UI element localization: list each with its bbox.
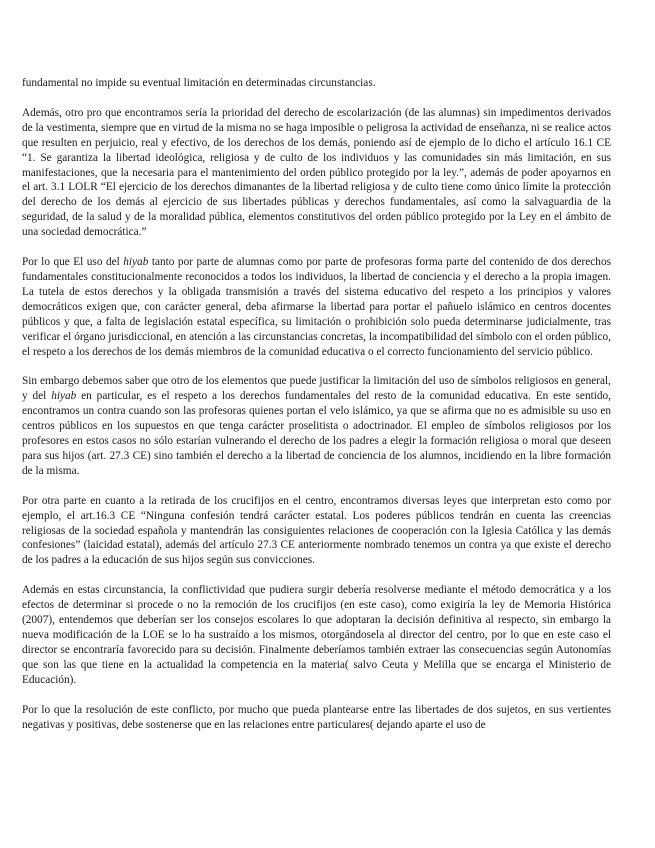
paragraph-text: fundamental no impide su eventual limitación en determinadas circunstancias.: [22, 77, 376, 89]
paragraph: [22, 106, 611, 240]
paragraph-text: Por otra parte en cuanto a la retirada de los crucifijos en el centro, encontramos diversas leyes que interpretan esto como por ejemplo, el art.16.3 CE “Ninguna confesión tendrá carácter estatal. Los poderes públicos tendrán en cuenta las creencias religiosas de la sociedad española y mantendrán las consiguientes relaciones de cooperación con la Iglesia Católica y las demás confesiones” (laicidad estatal), además del artículo 27.3 CE anteriormente nombrado tenemos un contra ya que existe el derecho de los padres a la educación de sus hijos según sus convicciones.: [22, 494, 611, 567]
paragraph-text: tanto por parte de alumnas como por parte de profesoras forma parte del contenido de dos derechos fundamentales constitucionalmente reconocidos a todos los individuos, la libertad de conciencia y el derecho a la propia imagen. La tutela de estos derechos y la obligada transmisión a través del sistema educativo del respeto a los principios y valores democráticos exigen que, con carácter general, deba afirmarse la libertad para portar el pañuelo islámico en centros docentes públicos y que, a falta de legislación estatal específica, su limitación o prohibición solo pueda determinarse judicialmente, tras verificar el órgano jurisdiccional, en atención a las circunstancias concretas, la incompatibilidad del símbolo con el orden público, el respeto a los derechos de los demás miembros de la comunidad educativa o el correcto funcionamiento del servicio público.: [22, 256, 611, 358]
paragraph: [22, 374, 611, 478]
paragraph: [22, 255, 611, 359]
paragraph: [22, 76, 611, 91]
paragraph: [22, 583, 611, 687]
paragraph: [22, 703, 611, 733]
paragraph-text: Por lo que la resolución de este conflicto, por mucho que pueda plantearse entre las libertades de dos sujetos, en sus vertientes negativas y positivas, debe sostenerse que en las relaciones entre particulares( dejando aparte el uso de: [22, 703, 611, 731]
paragraph-text: Por lo que El uso del: [22, 256, 124, 269]
paragraph-text: en particular, es el respeto a los derechos fundamentales del resto de la comunidad educativa. En este sentido, encontramos un contra cuando son las profesoras quienes portan el velo islámico, ya que se afirma que no es admisible su uso en centros públicos en los supuestos en que tenga carácter proselitista o adoctrinador. El empleo de símbolos religiosos por los profesores en estos casos no sólo estarían vulnerando el derecho de los padres a elegir la formación religiosa o moral que deseen para sus hijos (art. 27.3 CE) sino también el derecho a la libertad de conciencia de los alumnos, incidiendo en la libre formación de la misma.: [22, 390, 611, 477]
paragraph-text: Sin embargo debemos saber que otro de los elementos que puede justificar la limitación del uso de símbolos religiosos en general, y del: [22, 375, 611, 403]
paragraph: [22, 494, 611, 569]
paragraph-text: Además en estas circunstancia, la conflictividad que pudiera surgir debería resolverse mediante el método democrática y a los efectos de determinar si procede o no la remoción de los crucifijos (en este caso), como exigiría la ley de Memoria Histórica (2007), entendemos que deberían ser los consejos escolares lo que adoptaran la decisión definitiva al respecto, sin embargo la nueva modificación de la LOE se lo ha sustraído a los mismos, otorgándosela al director del centro, por lo que en este caso el director se encontraría favorecido para su decisión. Finalmente deberíamos también extraer las consecuencias según Autonomías que son las que tiene en la actualidad la competencia en la materia( salvo Ceuta y Melilla que se encarga el Ministerio de Educación).: [22, 584, 611, 686]
italic-term: hiyab: [123, 256, 149, 269]
paragraph-text: Además, otro pro que encontramos sería la prioridad del derecho de escolarización (de las alumnas) sin impedimentos derivados de la vestimenta, siempre que en virtud de la misma no se haga imposible o peligrosa la actividad de enseñanza, ni se realice actos que resulten en perjuicio, real y efectivo, de los derechos de los demás, poniendo así de ejemplo de lo dicho el artículo 16.1 CE “1. Se garantiza la libertad ideológica, religiosa y de culto de los individuos y las comunidades sin más limitación, en sus manifestaciones, que la necesaria para el mantenimiento del orden público protegido por la ley.”, además de poder apoyarnos en el art. 3.1 LOLR “El ejercicio de los derechos dimanantes de la libertad religiosa y de culto tiene como único límite la protección del derecho de los demás al ejercicio de sus libertades públicas y derechos fundamentales, así como la salvaguardia de la seguridad, de la salud y de la moralidad pública, elementos constitutivos del orden público protegido por la Ley en el ámbito de una sociedad democrática.”: [22, 106, 611, 239]
italic-term: hiyab: [51, 390, 77, 403]
